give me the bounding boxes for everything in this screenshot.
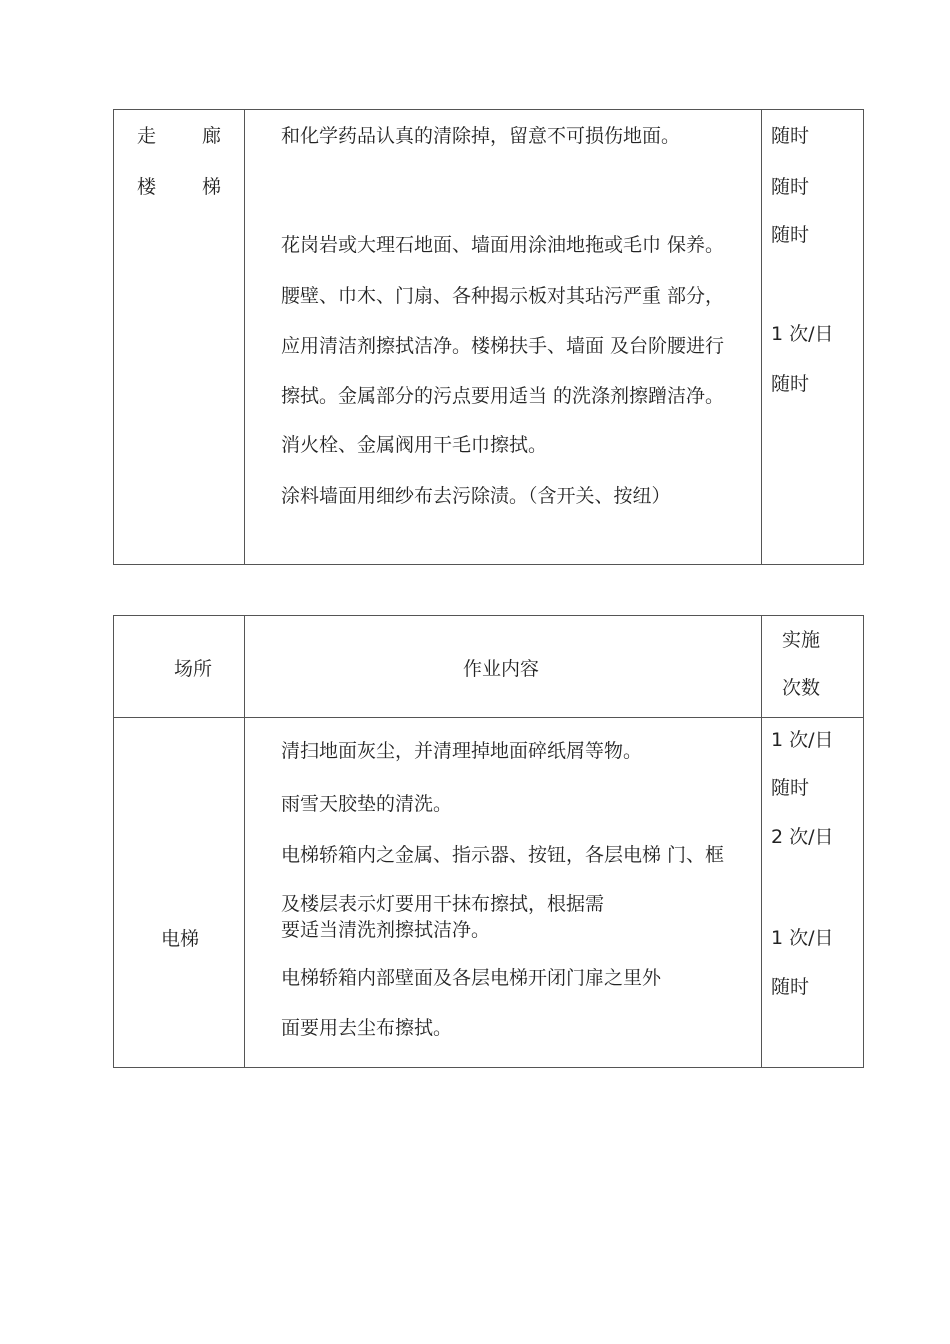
- column-divider: [244, 616, 245, 1067]
- content-line: 应用清洁剂擦拭洁净。楼梯扶手、墙面 及台阶腰进行: [281, 335, 725, 357]
- column-divider: [244, 110, 245, 564]
- content-line: 雨雪天胶垫的清洗。: [281, 793, 453, 815]
- frequency: 随时: [771, 777, 810, 799]
- content-line: 擦拭。金属部分的污点要用适当 的洗涤剂擦蹭洁净。: [281, 385, 725, 407]
- header-divider: [114, 717, 863, 718]
- column-divider: [761, 110, 762, 564]
- cleaning-table-elevator: [113, 615, 864, 1068]
- header-frequency: 实施: [782, 629, 821, 651]
- frequency: 随时: [771, 976, 810, 998]
- frequency: 1 次/日: [771, 729, 834, 751]
- content-line: 及楼层表示灯要用干抹布擦拭，根据需: [281, 893, 605, 915]
- column-divider: [761, 616, 762, 1067]
- place-char: 走: [137, 125, 157, 147]
- place-char: 廊: [202, 125, 222, 147]
- frequency: 随时: [771, 373, 810, 395]
- content-line: 和化学药品认真的清除掉，留意不可损伤地面。: [281, 125, 681, 147]
- frequency: 随时: [771, 224, 810, 246]
- content-line: 面要用去尘布擦拭。: [281, 1017, 453, 1039]
- content-line: 清扫地面灰尘，并清理掉地面碎纸屑等物。: [281, 740, 643, 762]
- place-cell: 电梯: [161, 928, 200, 950]
- frequency: 2 次/日: [771, 826, 834, 848]
- frequency: 1 次/日: [771, 323, 834, 345]
- frequency: 随时: [771, 125, 810, 147]
- content-line: 要适当清洗剂擦拭洁净。: [281, 919, 491, 941]
- place-char: 楼: [137, 176, 157, 198]
- content-line: 涂料墙面用细纱布去污除渍。（含开关、按纽）: [281, 485, 671, 507]
- header-place: 场所: [174, 658, 213, 680]
- place-char: 梯: [202, 176, 222, 198]
- cleaning-table-corridor: [113, 109, 864, 565]
- content-line: 电梯轿箱内之金属、指示器、按钮，各层电梯 门、框: [281, 844, 725, 866]
- content-line: 花岗岩或大理石地面、墙面用涂油地拖或毛巾 保养。: [281, 234, 725, 256]
- header-content: 作业内容: [463, 658, 540, 680]
- content-line: 腰壁、巾木、门扇、各种揭示板对其玷污严重 部分，: [281, 285, 725, 307]
- content-line: 电梯轿箱内部壁面及各层电梯开闭门扉之里外: [281, 967, 662, 989]
- frequency: 1 次/日: [771, 927, 834, 949]
- frequency: 随时: [771, 176, 810, 198]
- header-frequency: 次数: [782, 677, 821, 699]
- content-line: 消火栓、金属阀用干毛巾擦拭。: [281, 434, 548, 456]
